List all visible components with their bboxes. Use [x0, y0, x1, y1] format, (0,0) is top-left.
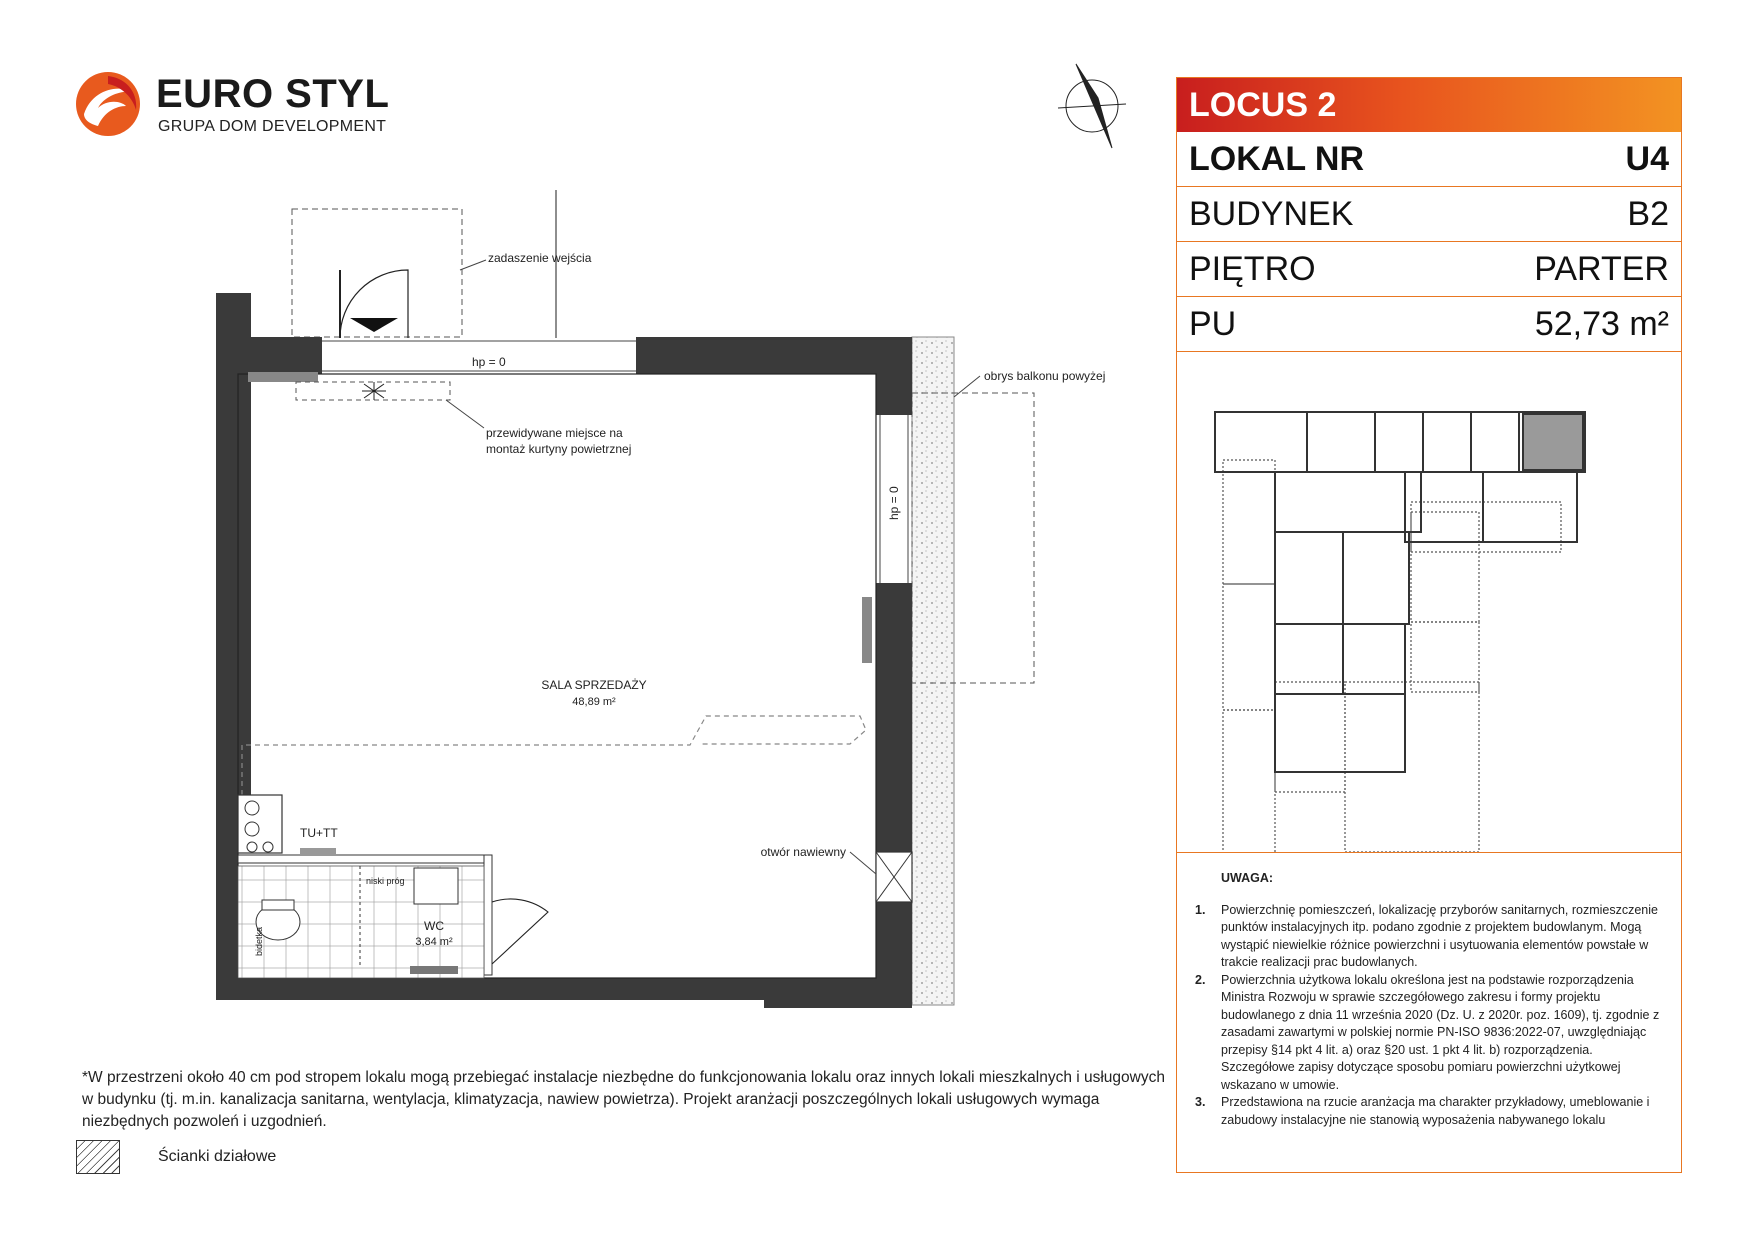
note-text: Przedstawiona na rzucie aranżacja ma charakter przykładowy, umeblowanie i zabudowy instalacyjne nie stanowią wyposażenia nabywanego lokalu [1221, 1095, 1650, 1127]
tu-tt-label: TU+TT [300, 826, 338, 840]
curtain-label-2: montaż kurtyny powietrznej [486, 442, 632, 456]
balcony-label: obrys balkonu powyżej [984, 369, 1106, 383]
bidet-label: bidetka [254, 926, 264, 956]
note-number: 2. [1195, 972, 1206, 987]
curtain-label-1: przewidywane miejsce na [486, 426, 623, 440]
room-area-label: 48,89 m² [572, 696, 616, 708]
utility-box [238, 795, 282, 853]
key-plan-highlight [1523, 414, 1583, 470]
brand-name: EURO STYL [156, 72, 390, 116]
hp-top-label: hp = 0 [472, 355, 506, 369]
row-building [1177, 187, 1681, 242]
info-panel [1176, 77, 1682, 1173]
wc-name-label: WC [424, 919, 444, 933]
row-unit [1177, 132, 1681, 187]
note-number: 3. [1195, 1095, 1206, 1109]
row-floor [1177, 242, 1681, 297]
legend-label: Ścianki działowe [158, 1148, 277, 1165]
canopy-label: zadaszenie wejścia [488, 251, 592, 265]
balcony-strip [912, 337, 954, 1005]
row-unit-key: LOKAL NR [1189, 140, 1365, 178]
row-unit-value: U4 [1625, 140, 1669, 178]
note-item [1195, 902, 1665, 972]
project-name: LOCUS 2 [1189, 86, 1337, 124]
note-text: Powierzchnię pomieszczeń, lokalizację przyborów sanitarnych, rozmieszczenie punktów instalacyjnych itp. podano zgodnie z projektem budowlanym. Mogą wystąpić niewielkie różnice powierzchni i usytuowania elementów powstałe w trakcie realizacji prac budowlanych. [1221, 902, 1658, 969]
note-text: Powierzchnia użytkowa lokalu określona jest na podstawie rozporządzenia Ministra Rozwoju w sprawie szczegółowego zakresu i formy projektu budowlanego z dnia 11 września 2020 (Dz. U. z 2020r. poz. 1609), tj. zgodnie z zasadami zawartymi w polskiej normie PN-ISO 9836:2022-07, uwzględniając przepisy §14 pkt 4 lit. a) oraz §20 ust. 1 pkt 4 lit. b) rozporządzenia. Szczegółowe zapisy dotyczące sposobu pomiaru powierzchni użytkowej wskazano w umowie. [1221, 972, 1660, 1092]
row-building-value: B2 [1627, 195, 1669, 233]
entrance-canopy [292, 209, 462, 337]
entrance-arrow-icon [350, 318, 398, 332]
hp-side-label: hp = 0 [887, 486, 901, 520]
row-area [1177, 297, 1681, 352]
vent-label: otwór nawiewny [760, 845, 846, 859]
legend [76, 1140, 336, 1180]
note-item [1195, 1094, 1665, 1129]
note-number: 1. [1195, 902, 1206, 917]
eurostyl-logo-icon [74, 70, 142, 138]
air-curtain-icon [362, 382, 386, 400]
notes [1195, 870, 1665, 1129]
row-area-value: 52,73 m² [1534, 305, 1669, 343]
notes-title: UWAGA: [1221, 871, 1274, 885]
footnote: *W przestrzeni około 40 cm pod stropem lokalu mogą przebiegać instalacje niezbędne do funkcjonowania lokalu oraz innych lokali mieszkalnych i usługowych w budynku (tj. m.in. kanalizacja sanitarna, wentylacja, klimatyzacja, nawiew powietrza). Projekt aranżacji poszczególnych lokali usługowych wymaga niezbędnych pozwoleń i uzgodnień. [82, 1069, 1165, 1130]
row-floor-value: PARTER [1534, 250, 1669, 288]
brand-subtitle: GRUPA DOM DEVELOPMENT [158, 118, 387, 135]
row-building-key: BUDYNEK [1189, 195, 1354, 233]
partition-hatch-icon [76, 1140, 120, 1174]
wc-area-label: 3,84 m² [415, 936, 453, 948]
logo [74, 70, 394, 140]
room-name-label: SALA SPRZEDAŻY [541, 678, 647, 692]
row-area-key: PU [1189, 305, 1237, 343]
north-arrow-icon [1058, 64, 1126, 148]
low-sill-label: niski próg [366, 876, 405, 886]
project-header [1177, 78, 1681, 132]
building-key-plan [1177, 352, 1681, 853]
note-item [1195, 972, 1665, 1095]
row-floor-key: PIĘTRO [1189, 250, 1316, 288]
key-plan-drawing [1177, 352, 1683, 852]
